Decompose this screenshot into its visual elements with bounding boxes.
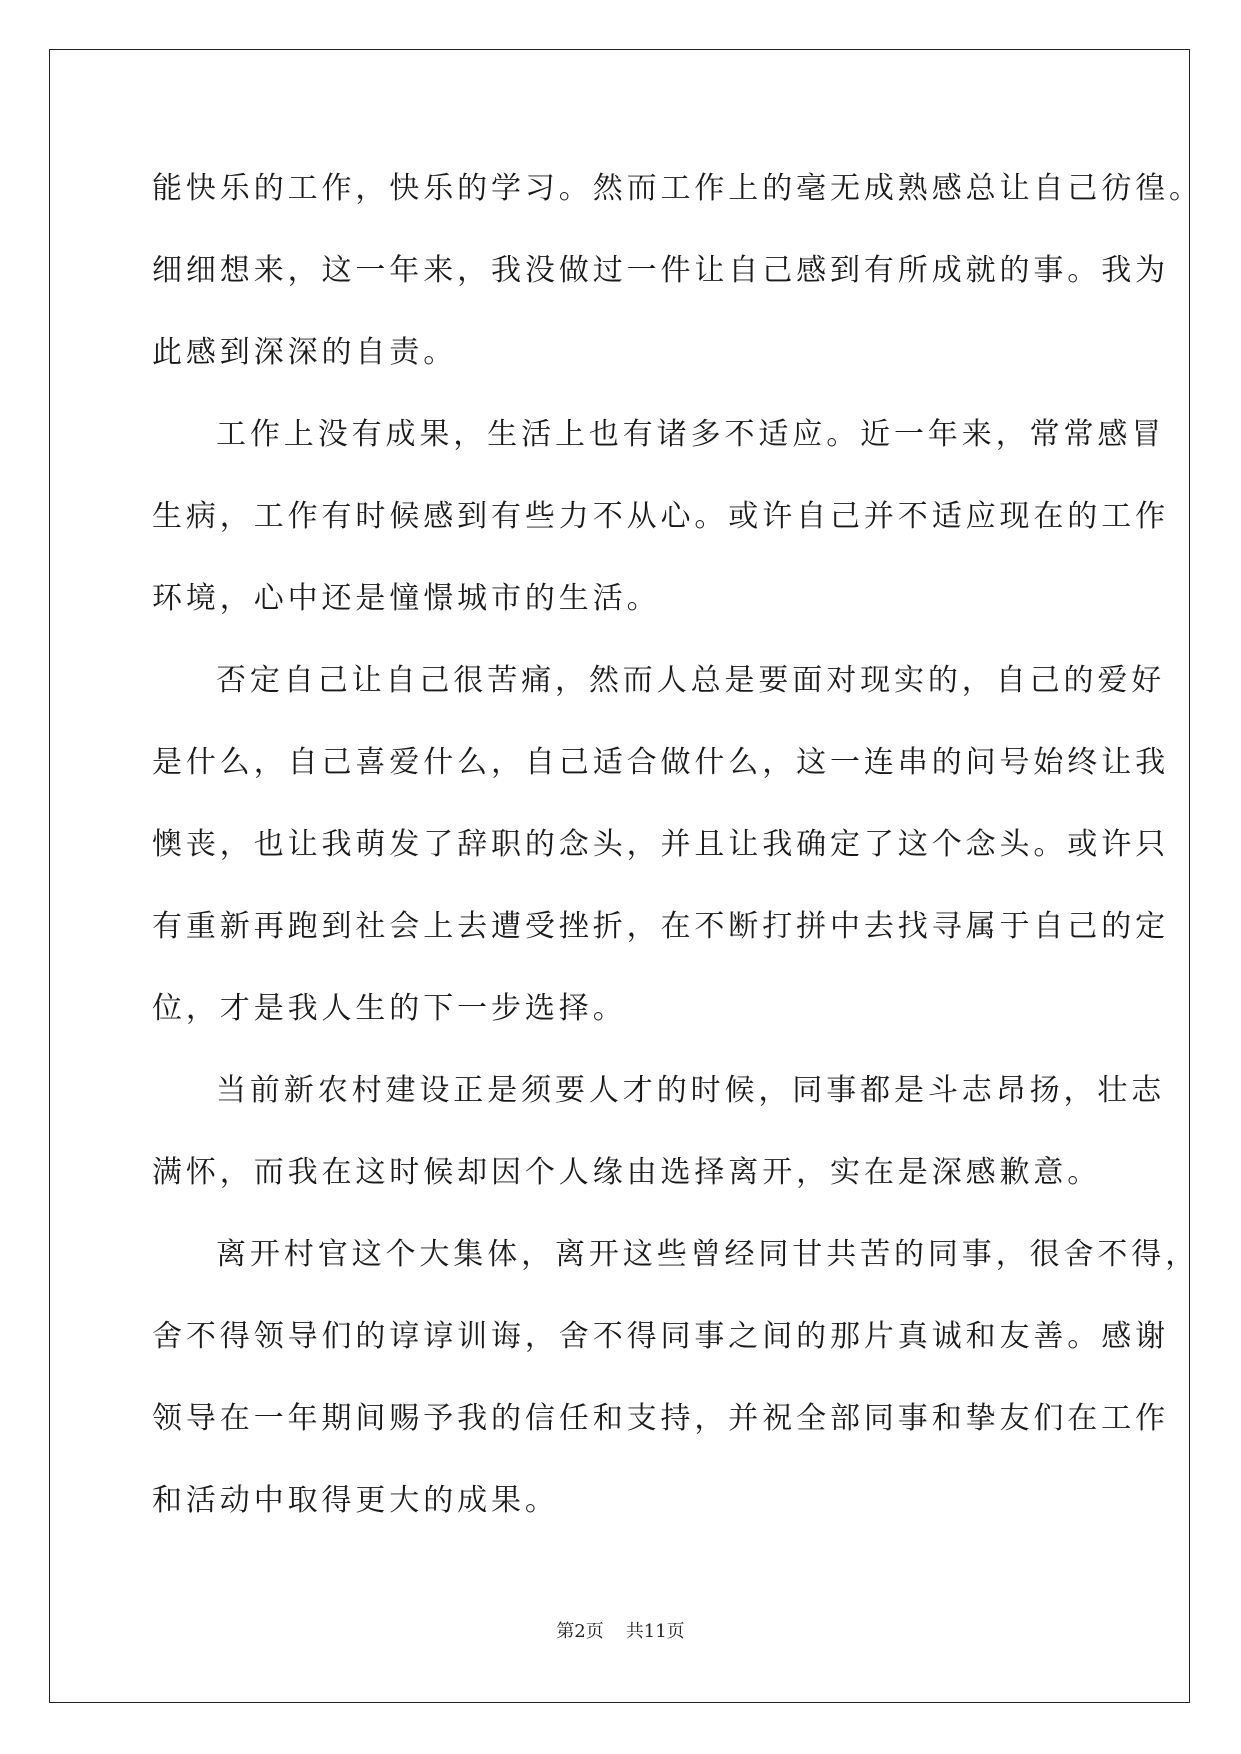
paragraph-first-line: 工作上没有成果，生活上也有诸多不适应。近一年来，常常感冒 [216, 417, 1166, 452]
text-line: 有重新再跑到社会上去遭受挫折，在不断打拼中去找寻属于自己的定 [152, 909, 1169, 944]
text-line: 环境，心中还是憧憬城市的生活。 [152, 581, 661, 616]
paragraph-first-line: 否定自己让自己很苦痛，然而人总是要面对现实的，自己的爱好 [216, 663, 1166, 698]
page-number: 第2页 [556, 1621, 604, 1642]
text-line: 生病，工作有时候感到有些力不从心。或许自己并不适应现在的工作 [152, 499, 1169, 534]
page-footer [0, 1620, 1241, 1644]
document-body [152, 160, 1203, 1554]
text-line: 舍不得领导们的谆谆训诲，舍不得同事之间的那片真诚和友善。感谢 [152, 1319, 1169, 1354]
text-line: 满怀，而我在这时候却因个人缘由选择离开，实在是深感歉意。 [152, 1155, 1102, 1190]
text-line: 是什么，自己喜爱什么，自己适合做什么，这一连串的问号始终让我 [152, 745, 1169, 780]
text-line: 领导在一年期间赐予我的信任和支持，并祝全部同事和挚友们在工作 [152, 1401, 1169, 1436]
text-line: 此感到深深的自责。 [152, 335, 458, 370]
text-line: 细细想来，这一年来，我没做过一件让自己感到有所成就的事。我为 [152, 253, 1169, 288]
text-line: 和活动中取得更大的成果。 [152, 1483, 559, 1518]
paragraph-first-line: 离开村官这个大集体，离开这些曾经同甘共苦的同事，很舍不得， [216, 1237, 1200, 1272]
text-line: 位，才是我人生的下一步选择。 [152, 991, 627, 1026]
paragraph-first-line: 当前新农村建设正是须要人才的时候，同事都是斗志昂扬，壮志 [216, 1073, 1166, 1108]
text-line: 懊丧，也让我萌发了辞职的念头，并且让我确定了这个念头。或许只 [152, 827, 1169, 862]
text-line: 能快乐的工作，快乐的学习。然而工作上的毫无成熟感总让自己彷徨。 [152, 171, 1203, 206]
total-pages: 共11页 [625, 1621, 685, 1642]
